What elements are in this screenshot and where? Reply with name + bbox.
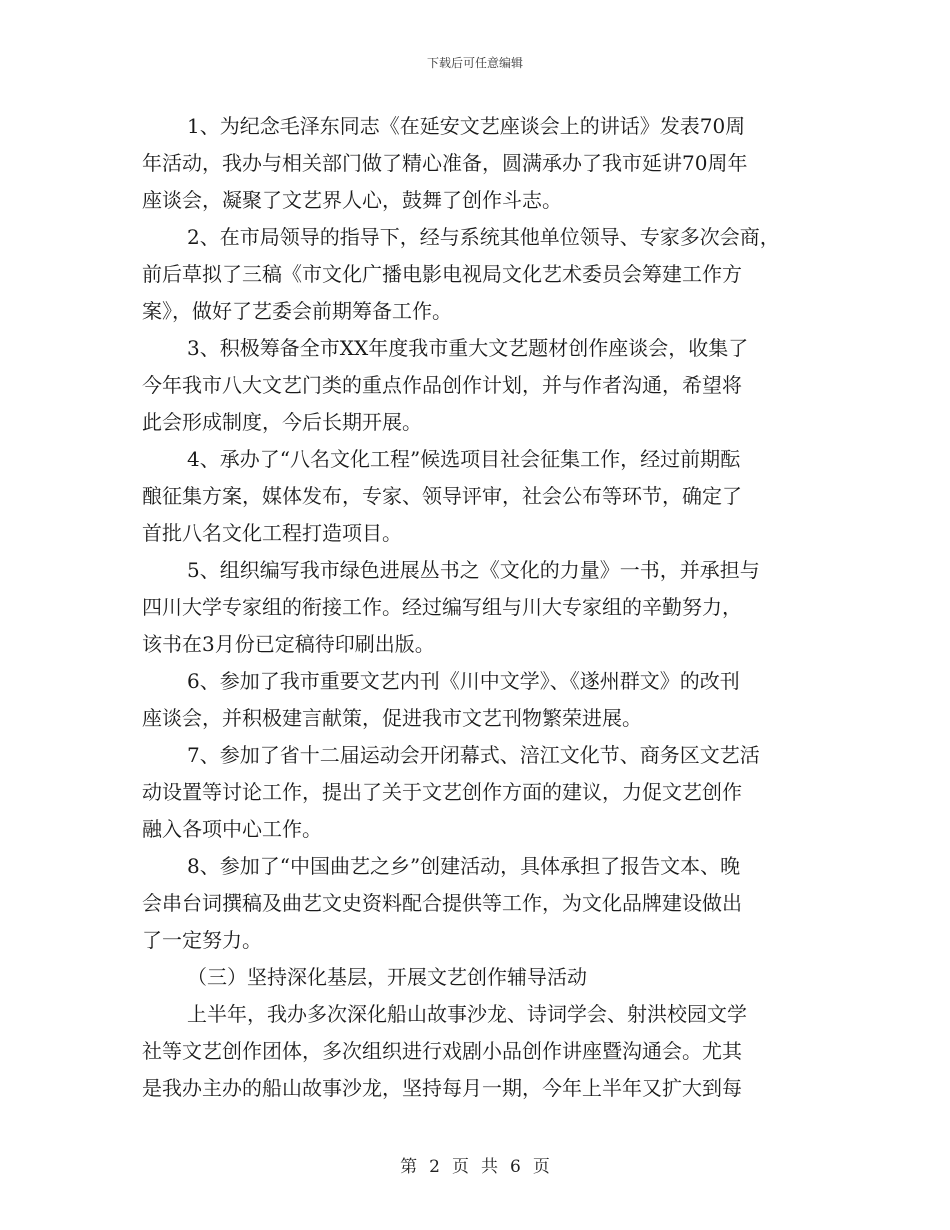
section-heading: （三）坚持深化基层，开展文艺创作辅导活动 — [187, 965, 587, 989]
text-line: 该书在3月份已定稿待印刷出版。 — [142, 632, 435, 656]
text-line: 是我办主办的船山故事沙龙，坚持每月一期，今年上半年又扩大到每 — [142, 1076, 742, 1100]
text-line: 1、为纪念毛泽东同志《在延安文艺座谈会上的讲话》发表70周 — [187, 114, 746, 138]
text-line: 2、在市局领导的指导下，经与系统其他单位领导、专家多次会商， — [187, 225, 780, 249]
text-line: 上半年，我办多次深化船山故事沙龙、诗词学会、射洪校园文学 — [187, 1002, 747, 1026]
text-line: 案》，做好了艺委会前期筹备工作。 — [142, 299, 452, 323]
footer-suffix: 页 — [532, 1157, 550, 1177]
text-line: 会串台词撰稿及曲艺文史资料配合提供等工作，为文化品牌建设做出 — [142, 891, 742, 915]
footer-prefix: 第 — [400, 1157, 418, 1177]
text-line: 6、参加了我市重要文艺内刊《川中文学》、《遂州群文》的改刊 — [187, 669, 740, 693]
text-line: 融入各项中心工作。 — [142, 817, 322, 841]
text-line: 8、参加了“中国曲艺之乡”创建活动，具体承担了报告文本、晚 — [187, 854, 741, 878]
text-line: 4、承办了“八名文化工程”候选项目社会征集工作，经过前期酝 — [187, 447, 741, 471]
page-footer — [0, 1152, 950, 1177]
text-line: 年活动，我办与相关部门做了精心准备，圆满承办了我市延讲70周年 — [142, 151, 748, 175]
text-line: 社等文艺创作团体，多次组织进行戏剧小品创作讲座暨沟通会。尤其 — [142, 1039, 742, 1063]
text-line: 7、参加了省十二届运动会开闭幕式、涪江文化节、商务区文艺活 — [187, 743, 760, 767]
text-line: 此会形成制度，今后长期开展。 — [142, 410, 422, 434]
text-line: 首批八名文化工程打造项目。 — [142, 521, 402, 545]
text-line: 座谈会，并积极建言献策，促进我市文艺刊物繁荣进展。 — [142, 706, 642, 730]
text-line: 了一定努力。 — [142, 928, 262, 952]
page-header: 下载后可任意编辑 — [426, 56, 523, 70]
text-line: 座谈会，凝聚了文艺界人心，鼓舞了创作斗志。 — [142, 188, 562, 212]
text-line: 3、积极筹备全市XX年度我市重大文艺题材创作座谈会，收集了 — [187, 336, 749, 360]
footer-total-word: 共 — [481, 1157, 498, 1177]
text-line: 5、组织编写我市绿色进展丛书之《文化的力量》一书，并承担与 — [187, 558, 760, 582]
text-line: 动设置等讨论工作，提出了关于文艺创作方面的建议，力促文艺创作 — [142, 780, 742, 804]
text-line: 前后草拟了三稿《市文化广播电影电视局文化艺术委员会筹建工作方 — [142, 262, 742, 286]
text-line: 今年我市八大文艺门类的重点作品创作计划，并与作者沟通，希望将 — [142, 373, 742, 397]
footer-page-word: 页 — [452, 1157, 469, 1177]
document-body — [142, 108, 812, 1107]
page-number: 2 — [429, 1157, 440, 1177]
text-line: 酿征集方案，媒体发布，专家、领导评审，社会公布等环节，确定了 — [142, 484, 742, 508]
text-line: 四川大学专家组的衔接工作。经过编写组与川大专家组的辛勤努力， — [142, 595, 742, 619]
total-pages: 6 — [510, 1157, 521, 1177]
